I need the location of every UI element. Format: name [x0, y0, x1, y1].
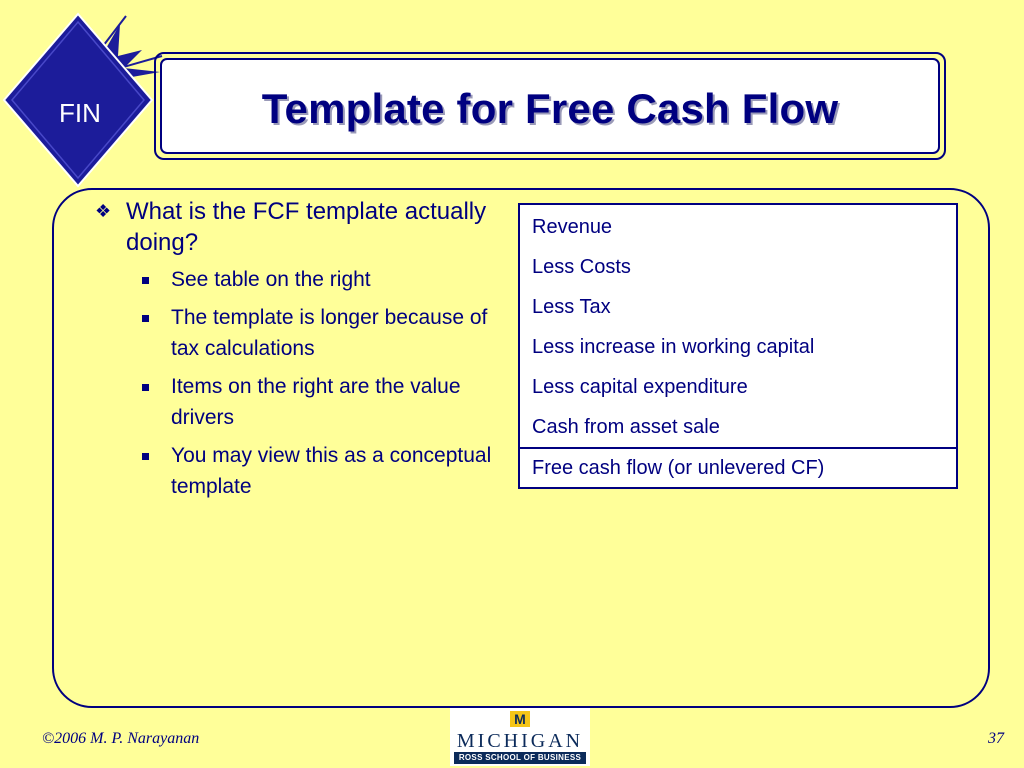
sub-bullet-text: Items on the right are the value drivers — [171, 375, 461, 429]
bullet-main-text: What is the FCF template actually doing? — [126, 198, 487, 256]
sub-bullet — [86, 440, 506, 502]
sub-bullet — [86, 302, 506, 364]
sub-bullet — [86, 264, 506, 295]
page-number: 37 — [988, 730, 1004, 747]
sub-bullet-text: You may view this as a conceptual template — [171, 444, 492, 498]
bullet-main — [86, 196, 506, 258]
michigan-wordmark: MICHIGAN — [456, 730, 584, 752]
fcf-row-capex: Less capital expenditure — [532, 376, 748, 398]
fcf-row-working-capital: Less increase in working capital — [532, 336, 815, 358]
fcf-table — [518, 203, 958, 489]
square-bullet-icon — [142, 384, 149, 391]
logo-text: FIN — [59, 98, 101, 128]
footer-copyright: ©2006 M. P. Narayanan — [42, 730, 200, 747]
fcf-row-costs: Less Costs — [532, 256, 631, 278]
michigan-logo — [450, 708, 590, 766]
sub-bullet — [86, 371, 506, 433]
bullet-list — [86, 196, 506, 509]
sub-bullet-list — [86, 264, 506, 502]
slide-title: Template for Free Cash Flow — [261, 85, 839, 132]
ross-school-label: ROSS SCHOOL OF BUSINESS — [454, 752, 586, 764]
diamond-bullet-icon: ❖ — [95, 201, 112, 221]
fcf-row-asset-sale: Cash from asset sale — [532, 416, 720, 438]
square-bullet-icon — [142, 277, 149, 284]
sub-bullet-text: The template is longer because of tax calculations — [171, 306, 488, 360]
fcf-total-row: Free cash flow (or unlevered CF) — [520, 447, 956, 487]
fcf-row-tax: Less Tax — [532, 296, 611, 318]
square-bullet-icon — [142, 453, 149, 460]
title-frame — [154, 52, 946, 160]
square-bullet-icon — [142, 315, 149, 322]
title-panel — [160, 58, 940, 154]
fcf-row-revenue: Revenue — [532, 216, 613, 238]
fcf-rows — [520, 205, 956, 447]
sub-bullet-text: See table on the right — [171, 268, 371, 291]
fin-diamond-logo — [0, 10, 165, 190]
block-m-icon: M — [510, 711, 530, 727]
